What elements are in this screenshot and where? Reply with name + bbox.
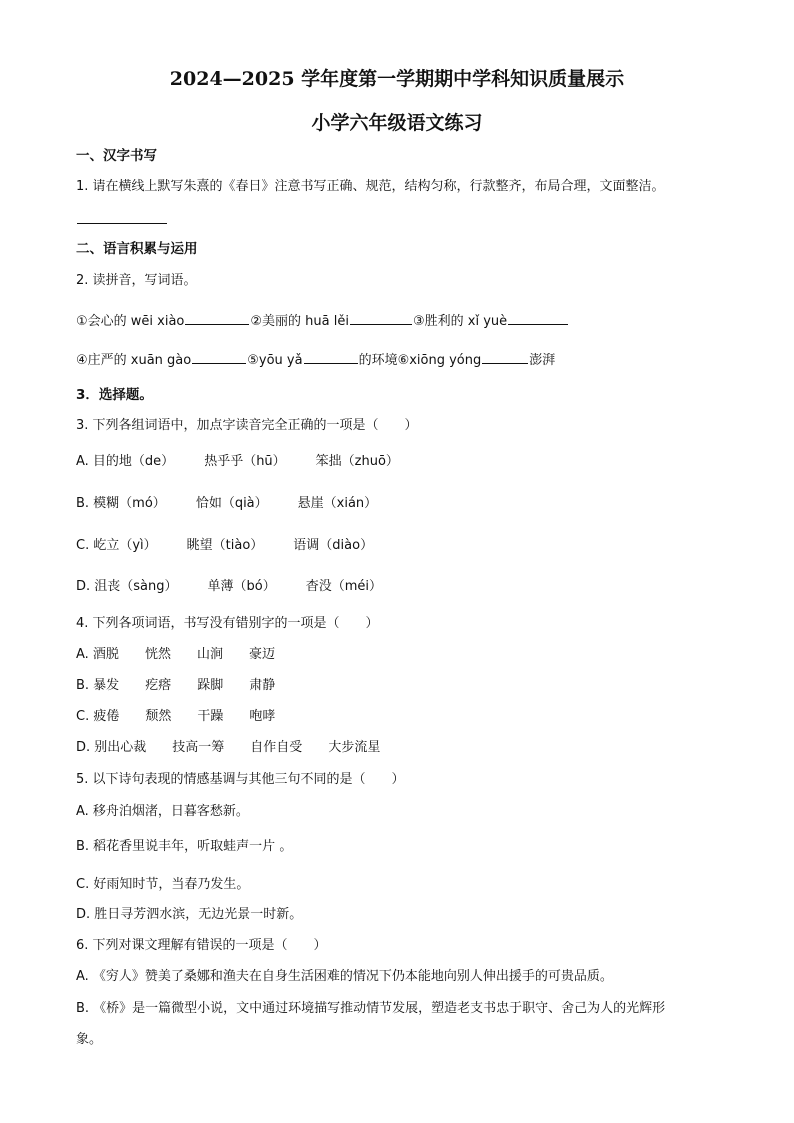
option-word: 干躁 xyxy=(197,709,224,724)
option-word: B. 模糊（mó） xyxy=(76,496,166,511)
answer-blank[interactable] xyxy=(350,311,412,325)
question-5-option[interactable]: D. 胜日寻芳泗水滨，无边光景一时新。 xyxy=(76,907,303,922)
option-word: 肃静 xyxy=(249,678,276,693)
section-heading: 3．选择题。 xyxy=(76,387,153,403)
question-3-option[interactable] xyxy=(76,537,373,555)
answer-blank[interactable] xyxy=(482,350,528,364)
question-5-stem: 5. 以下诗句表现的情感基调与其他三句不同的是（ ） xyxy=(76,772,405,787)
question-4-option[interactable] xyxy=(76,708,275,726)
page-subtitle: 小学六年级语文练习 xyxy=(311,112,483,134)
option-word: 眺望（tiào） xyxy=(186,538,264,553)
section-heading: 二、语言积累与运用 xyxy=(76,241,198,257)
option-word: 语调（diào） xyxy=(293,538,374,553)
option-word: 颓然 xyxy=(145,709,172,724)
question-3-option[interactable] xyxy=(76,453,399,471)
option-word: 笨拙（zhuō） xyxy=(315,454,399,469)
question-2-stem: 2. 读拼音，写词语。 xyxy=(76,273,197,288)
question-1: 1. 请在横线上默写朱熹的《春日》注意书写正确、规范，结构匀称，行款整齐，布局合理，文面整洁。 xyxy=(76,179,665,194)
question-3-option[interactable] xyxy=(76,578,382,596)
question-6-option-continued: 象。 xyxy=(76,1032,103,1047)
option-word: A. 目的地（de） xyxy=(76,454,175,469)
option-word: 悬崖（xián） xyxy=(297,496,378,511)
question-5-option[interactable]: B. 稻花香里说丰年，听取蛙声一片 。 xyxy=(76,839,293,854)
option-word: 疙瘩 xyxy=(145,678,172,693)
option-word: 杳没（méi） xyxy=(305,579,383,594)
answer-blank[interactable] xyxy=(304,350,358,364)
option-word: D. 沮丧（sàng） xyxy=(76,579,178,594)
option-word: 豪迈 xyxy=(248,647,275,662)
option-word: 自作自受 xyxy=(250,740,303,755)
option-word: 大步流星 xyxy=(328,740,381,755)
option-word: C. 屹立（yì） xyxy=(76,538,157,553)
question-2-row xyxy=(76,311,569,331)
option-word: 单薄（bó） xyxy=(207,579,276,594)
question-4-option[interactable] xyxy=(76,677,275,695)
pinyin-item: 澎湃 xyxy=(529,353,556,368)
answer-blank[interactable] xyxy=(185,311,249,325)
option-word: 山涧 xyxy=(196,647,223,662)
question-6-stem: 6. 下列对课文理解有错误的一项是（ ） xyxy=(76,938,327,953)
pinyin-item: ①会心的 wēi xiào xyxy=(76,314,185,329)
question-4-stem: 4. 下列各项词语，书写没有错别字的一项是（ ） xyxy=(76,616,379,631)
option-word: 恰如（qià） xyxy=(195,496,268,511)
answer-line[interactable] xyxy=(76,210,168,230)
option-word: C. 疲倦 xyxy=(76,709,120,724)
page-title: 2024—2025 学年度第一学期期中学科知识质量展示 xyxy=(169,68,625,90)
section-heading: 一、汉字书写 xyxy=(76,148,157,164)
question-6-option[interactable]: B. 《桥》是一篇微型小说，文中通过环境描写推动情节发展，塑造老支书忠于职守、舍己为人的光辉形 xyxy=(76,1001,666,1016)
pinyin-item: ⑤yōu yǎ xyxy=(247,353,303,368)
question-4-option[interactable] xyxy=(76,739,380,757)
question-3-option[interactable] xyxy=(76,495,377,513)
option-word: 技高一筹 xyxy=(172,740,225,755)
option-word: B. 暴发 xyxy=(76,678,120,693)
question-3-stem: 3. 下列各组词语中，加点字读音完全正确的一项是（ ） xyxy=(76,418,418,433)
answer-blank[interactable] xyxy=(77,210,167,224)
option-word: 热乎乎（hū） xyxy=(204,454,286,469)
option-word: 跺脚 xyxy=(197,678,224,693)
question-6-option[interactable]: A. 《穷人》赞美了桑娜和渔夫在自身生活困难的情况下仍本能地向别人伸出援手的可贵品质。 xyxy=(76,969,613,984)
pinyin-item: ④庄严的 xuān gào xyxy=(76,353,192,368)
question-4-option[interactable] xyxy=(76,646,275,664)
pinyin-item: 的环境⑥xiōng yóng xyxy=(358,353,482,368)
option-word: A. 酒脱 xyxy=(76,647,119,662)
question-2-row xyxy=(76,350,555,370)
pinyin-item: ③胜利的 xǐ yuè xyxy=(412,314,508,329)
option-word: 恍然 xyxy=(144,647,171,662)
pinyin-item: ②美丽的 huā lěi xyxy=(250,314,349,329)
question-5-option[interactable]: C. 好雨知时节，当春乃发生。 xyxy=(76,877,250,892)
answer-blank[interactable] xyxy=(508,311,568,325)
option-word: D. 别出心裁 xyxy=(76,740,147,755)
question-5-option[interactable]: A. 移舟泊烟渚，日暮客愁新。 xyxy=(76,804,249,819)
answer-blank[interactable] xyxy=(192,350,246,364)
option-word: 咆哮 xyxy=(249,709,276,724)
